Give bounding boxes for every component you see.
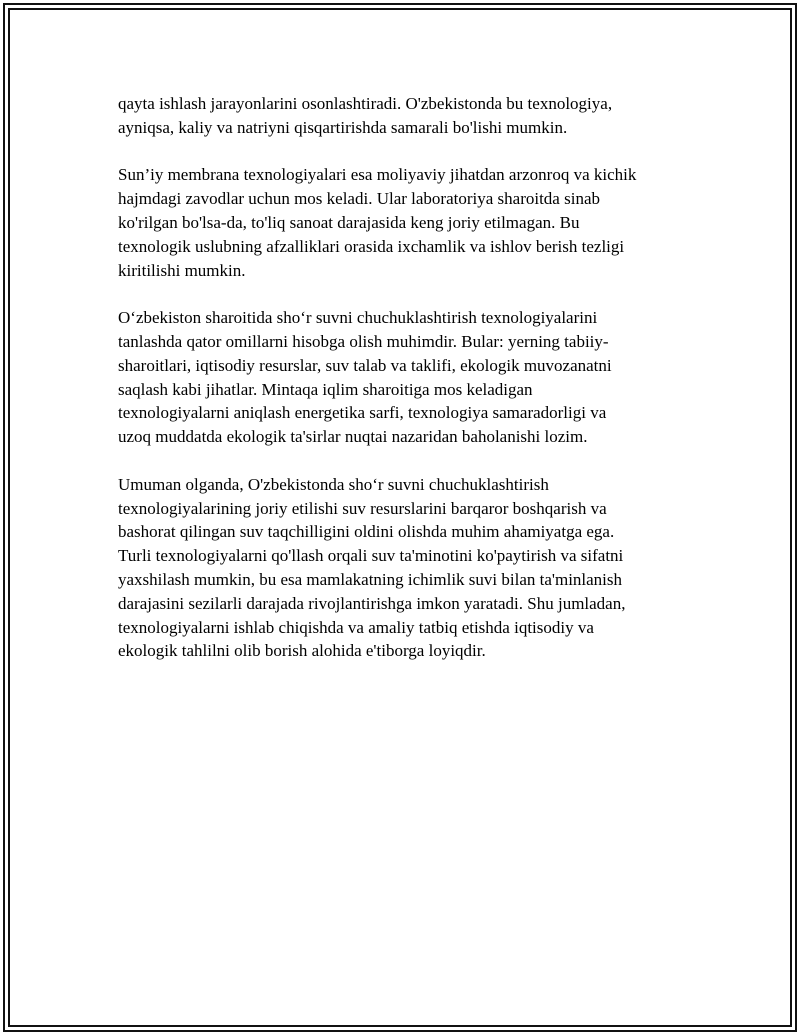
text-line: ko'rilgan bo'lsa-da, to'liq sanoat darajasida keng joriy etilmagan. Bu xyxy=(118,212,580,232)
paragraph-2 xyxy=(118,163,688,282)
text-line: saqlash kabi jihatlar. Mintaqa iqlim sharoitiga mos keladigan xyxy=(118,379,533,399)
text-line: tanlashda qator omillarni hisobga olish muhimdir. Bular: yerning tabiiy- xyxy=(118,331,609,351)
text-line: sharoitlari, iqtisodiy resurslar, suv talab va taklifi, ekologik muvozanatni xyxy=(118,355,612,375)
text-line: Umuman olganda, O'zbekistonda sho‘r suvni chuchuklashtirish xyxy=(118,474,549,494)
text-line: texnologiyalarining joriy etilishi suv resurslarini barqaror boshqarish va xyxy=(118,498,607,518)
document-body xyxy=(118,92,688,687)
text-line: O‘zbekiston sharoitida sho‘r suvni chuchuklashtirish texnologiyalarini xyxy=(118,308,598,328)
paragraph-1 xyxy=(118,92,688,140)
text-line: kiritilishi mumkin. xyxy=(118,260,246,280)
text-line: hajmdagi zavodlar uchun mos keladi. Ular laboratoriya sharoitda sinab xyxy=(118,189,600,209)
text-line: darajasini sezilarli darajada rivojlantirishga imkon yaratadi. Shu jumladan, xyxy=(118,593,626,613)
paragraph-3 xyxy=(118,306,688,449)
text-line: texnologiyalarni aniqlash energetika sarfi, texnologiya samaradorligi va xyxy=(118,403,607,423)
text-line: qayta ishlash jarayonlarini osonlashtiradi. O'zbekistonda bu texnologiya, xyxy=(118,94,613,113)
paragraph-4 xyxy=(118,473,688,663)
text-line: Turli texnologiyalarni qo'llash orqali suv ta'minotini ko'paytirish va sifatni xyxy=(118,546,624,566)
text-line: ayniqsa, kaliy va natriyni qisqartirishda samarali bo'lishi mumkin. xyxy=(118,117,568,137)
text-line: yaxshilash mumkin, bu esa mamlakatning ichimlik suvi bilan ta'minlanish xyxy=(118,569,623,589)
text-line: ekologik tahlilni olib borish alohida e'tiborga loyiqdir. xyxy=(118,641,486,661)
text-line: texnologik uslubning afzalliklari orasida ixchamlik va ishlov berish tezligi xyxy=(118,236,625,256)
text-line: texnologiyalarni ishlab chiqishda va amaliy tatbiq etishda iqtisodiy va xyxy=(118,617,594,637)
text-line: Sun’iy membrana texnologiyalari esa moliyaviy jihatdan arzonroq va kichik xyxy=(118,165,637,185)
text-line: uzoq muddatda ekologik ta'sirlar nuqtai nazaridan baholanishi lozim. xyxy=(118,427,588,447)
text-line: bashorat qilingan suv taqchilligini oldini olishda muhim ahamiyatga ega. xyxy=(118,522,615,542)
